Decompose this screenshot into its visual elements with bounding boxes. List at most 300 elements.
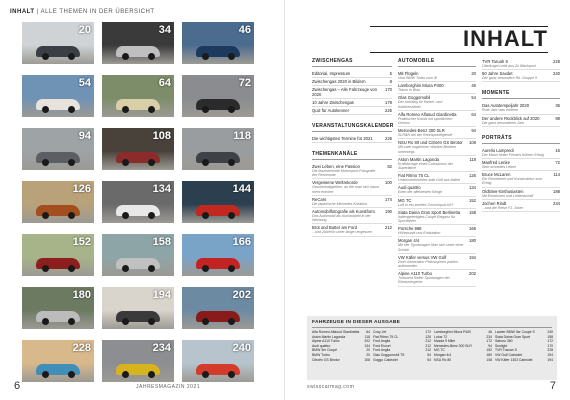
thumbnail-page-number: 64 xyxy=(158,77,171,89)
toc-entry-page: 118 xyxy=(469,156,476,162)
thumbnail-photo xyxy=(22,22,94,64)
toc-column-1 xyxy=(312,58,392,237)
toc-entry[interactable] xyxy=(398,70,476,82)
thumbnail-page-number: 234 xyxy=(152,342,171,354)
toc-entry-subtitle: ...und die Reise F1, Joker xyxy=(482,205,523,210)
page-number-right: 7 xyxy=(549,380,556,392)
toc-entry-page: 180 xyxy=(469,238,476,244)
wheel-shape xyxy=(68,371,75,378)
toc-entry-subtitle: Luft in ein zweites Cornishpub-Kit? xyxy=(398,202,454,207)
toc-entry-subtitle: Der ganz besondere Rit. Gruppe 5 xyxy=(482,76,537,81)
toc-entry-title: NSU Ro 80 und Citroën GS Birotor xyxy=(398,140,463,146)
vehicle-page: 134 xyxy=(364,343,370,348)
vehicle-page: 108 xyxy=(364,357,370,362)
toc-entry-subtitle: Italiengefertigtes Coupé Eleganz für Sportfahrer xyxy=(398,214,456,224)
toc-entry-title: Das Autotempeljahr 2020 xyxy=(482,103,530,109)
toc-entry-title: Audi quattro xyxy=(398,185,421,191)
toc-entry[interactable] xyxy=(398,139,476,155)
footer-left: JAHRESMAGAZIN 2021 xyxy=(136,384,201,390)
toc-entry[interactable] xyxy=(398,209,476,225)
vehicle-name: Sunlight xyxy=(495,343,508,348)
toc-entry-page: 100 xyxy=(385,180,392,186)
toc-entry-title: Brot und Butter am Ford xyxy=(312,225,357,231)
toc-entry-page: 212 xyxy=(385,225,392,231)
toc-entry-page: 20 xyxy=(471,71,476,76)
thumbnail-photo xyxy=(22,75,94,117)
toc-entry-subtitle: Unkonventionelles statt Golf aus Italien xyxy=(398,178,461,183)
vehicle-index-title: FAHRZEUGE IN DIESER AUSGABE xyxy=(312,320,401,325)
vehicle-name: BMW Turbo xyxy=(312,352,330,357)
wheel-shape xyxy=(122,318,129,325)
toc-entry[interactable] xyxy=(398,94,476,110)
toc-section-heading: AUTOMOBILE xyxy=(398,58,476,67)
thumbnail-page-number: 134 xyxy=(152,183,171,195)
toc-section-heading: PORTRÄTS xyxy=(482,135,560,144)
toc-entry-title: Manfred Lenke xyxy=(482,160,510,166)
toc-entry[interactable] xyxy=(482,70,560,82)
toc-entry-page: 36 xyxy=(555,103,560,109)
vehicle-page: 126 xyxy=(425,334,431,339)
thumbnail-photo xyxy=(182,75,254,117)
thumbnail-page-number: 152 xyxy=(72,236,91,248)
toc-entry[interactable] xyxy=(312,208,392,224)
vehicle-index-rule xyxy=(312,327,552,328)
vehicle-page: 212 xyxy=(425,343,431,348)
toc-entry-page: 72 xyxy=(555,160,560,166)
wheel-shape xyxy=(122,159,129,166)
thumbnail-page-number: 180 xyxy=(72,289,91,301)
vehicle-name: MG TC xyxy=(434,348,445,353)
wheel-shape xyxy=(122,265,129,272)
section-gap xyxy=(312,115,392,123)
thumbnail-page-number: 118 xyxy=(233,130,251,142)
vehicle-page: 54 xyxy=(427,357,431,362)
vehicle-page: 118 xyxy=(364,334,370,339)
header-section: INHALT xyxy=(10,9,35,15)
vehicle-page: 172 xyxy=(486,339,492,344)
toc-entry[interactable] xyxy=(398,156,476,172)
wheel-shape xyxy=(148,53,155,60)
thumbnail-photo xyxy=(182,340,254,382)
toc-entry-page: 46 xyxy=(471,83,476,89)
toc-entry-page: 226 xyxy=(385,108,392,113)
thumbnail-photo xyxy=(102,128,174,170)
vehicle-index-column xyxy=(312,330,370,362)
vehicle-name: NSU Ro 80 xyxy=(434,357,452,362)
footer-right: swisscarmag.com xyxy=(307,384,355,390)
toc-entry-title: VW Käfer versus VW Golf xyxy=(398,254,447,260)
toc-entry[interactable] xyxy=(398,111,476,127)
section-gap xyxy=(482,127,560,135)
wheel-shape xyxy=(122,212,129,219)
toc-entry-page: 178 xyxy=(385,100,392,105)
wheel-shape xyxy=(42,53,49,60)
thumbnail-page-number: 126 xyxy=(72,183,91,195)
vehicle-name: VW Käfer 1303 Cabriolet xyxy=(495,357,533,362)
thumbnail-photo xyxy=(102,287,174,329)
toc-entry[interactable] xyxy=(398,172,476,184)
toc-entry-title: Zwei Leben, eine Passion xyxy=(312,164,360,169)
vehicle-page: 94 xyxy=(488,343,492,348)
toc-entry-subtitle: Turbulent Reifer Sportwagen der Elenturiergeher xyxy=(398,276,450,285)
toc-entry-page: 228 xyxy=(553,59,560,64)
thumbnail-photo xyxy=(182,22,254,64)
thumbnail-photo xyxy=(22,128,94,170)
header-subtitle: | ALLE THEMEN IN DER ÜBERSICHT xyxy=(34,9,155,15)
wheel-shape xyxy=(148,265,155,272)
thumbnail-photo xyxy=(22,234,94,276)
wheel-shape xyxy=(148,106,155,113)
thumbnail-photo xyxy=(102,75,174,117)
toc-entry-title: Automobilfotografie als Kunstform xyxy=(312,209,375,215)
vehicle-name: Citroën GS Birotor xyxy=(312,357,340,362)
toc-entry[interactable] xyxy=(312,99,392,107)
toc-entry-title: Vergessene Weltrekorde xyxy=(312,180,358,186)
toc-entry[interactable] xyxy=(398,197,476,209)
toc-entry-page: 108 xyxy=(469,140,476,146)
wheel-shape xyxy=(148,371,155,378)
toc-entry-title: Aurelio Lampredi xyxy=(482,147,514,153)
toc-entry-title: Mercedes-Benz 300 SLR xyxy=(398,128,445,134)
thumbnail-page-number: 54 xyxy=(78,77,91,89)
title-rule-bottom xyxy=(370,52,548,53)
toc-entry-page: 114 xyxy=(553,172,560,178)
vehicle-name: Siata Daina Gran Sport xyxy=(495,334,531,339)
vehicle-index-item[interactable] xyxy=(495,358,553,363)
toc-entry[interactable] xyxy=(482,147,560,159)
wheel-shape xyxy=(228,371,235,378)
vehicle-name: Glas Goggomobil TS xyxy=(373,352,405,357)
toc-entry-subtitle: Die japanische Mercedes-Kreation xyxy=(312,201,367,206)
toc-entry[interactable] xyxy=(482,200,560,212)
vehicle-name: VW Golf Cabriolet xyxy=(495,352,523,357)
toc-entry-subtitle: Traum in Blau xyxy=(398,88,421,93)
toc-entry-title: 50 Jahre Saxdet xyxy=(482,71,513,77)
thumbnail-page-number: 108 xyxy=(152,130,171,142)
toc-entry-title: Der andere Rückblick auf 2020 xyxy=(482,115,540,121)
wheel-shape xyxy=(202,159,209,166)
wheel-shape xyxy=(148,318,155,325)
vehicle-name: Mercedes-Benz 300 SLR xyxy=(434,343,472,348)
wheel-shape xyxy=(42,159,49,166)
vehicle-name: Audi quattro xyxy=(312,343,331,348)
toc-entry-page: 64 xyxy=(471,111,476,117)
wheel-shape xyxy=(68,106,75,113)
toc-entry-page: 190 xyxy=(385,209,392,215)
vehicle-name: Alfa Romeo Alfasud Giardinetta xyxy=(312,330,360,334)
vehicle-name: Ford Angila xyxy=(373,339,391,344)
wheel-shape xyxy=(122,371,129,378)
vehicle-name: Cosy Jet xyxy=(373,330,387,334)
toc-entry-subtitle: Die faszinierende Motorsport-Fotografie der Rennmode xyxy=(312,169,376,178)
thumbnail-photo xyxy=(22,340,94,382)
wheel-shape xyxy=(228,106,235,113)
toc-entry-subtitle: Kraftvorrage eines Colossioms der Superlative xyxy=(398,161,454,171)
thumbnail-photo xyxy=(182,181,254,223)
thumbnail-photo xyxy=(102,181,174,223)
toc-entry[interactable] xyxy=(482,102,560,114)
toc-entry-title: 10 Jahre Zwischengas xyxy=(312,100,354,105)
wheel-shape xyxy=(68,318,75,325)
toc-entry-page: 16 xyxy=(555,147,560,153)
thumbnail-page-number: 94 xyxy=(78,130,91,142)
toc-entry[interactable] xyxy=(482,115,560,127)
vehicle-index-column xyxy=(373,330,431,362)
toc-entry[interactable] xyxy=(482,58,560,70)
wheel-shape xyxy=(148,212,155,219)
wheel-shape xyxy=(42,212,49,219)
vehicle-name: Ford Anglia xyxy=(373,348,391,353)
toc-entry-subtitle: Rote Jahr was endene xyxy=(482,108,518,113)
toc-entry-subtitle: Der Aufstieg für Kleber- und Kabinenzähler xyxy=(398,100,443,109)
wheel-shape xyxy=(228,53,235,60)
vehicle-page: 180 xyxy=(486,352,492,357)
toc-entry[interactable] xyxy=(312,78,392,86)
thumbnail-page-number: 20 xyxy=(78,24,91,36)
toc-entry[interactable] xyxy=(398,270,476,286)
toc-entry-title: Oldtimer-Enthusiasten xyxy=(482,188,524,194)
toc-entry-subtitle: Geschwindigkeiten, an die man sich kaum mehr erinnert xyxy=(312,185,380,194)
toc-entry-subtitle: Die ganz besonderen Jahr xyxy=(482,120,525,125)
wheel-shape xyxy=(202,318,209,325)
toc-entry[interactable] xyxy=(312,135,392,143)
toc-entry[interactable] xyxy=(312,196,392,208)
toc-entry[interactable] xyxy=(312,179,392,195)
thumbnail-photo xyxy=(102,22,174,64)
toc-entry[interactable] xyxy=(398,225,476,237)
toc-entry[interactable] xyxy=(482,188,560,200)
wheel-shape xyxy=(42,106,49,113)
wheel-shape xyxy=(122,106,129,113)
toc-column-2 xyxy=(398,58,476,287)
toc-entry-page: 240 xyxy=(553,71,560,77)
toc-entry-page: 5 xyxy=(389,71,392,76)
toc-entry-page: 226 xyxy=(385,136,392,141)
wheel-shape xyxy=(42,265,49,272)
thumbnail-page-number: 46 xyxy=(238,24,251,36)
thumbnail-photo xyxy=(182,234,254,276)
thumbnail-photo xyxy=(182,287,254,329)
toc-entry-title: Porsche 968 xyxy=(398,226,422,232)
toc-entry-subtitle: SLR&N bei der Rennsportlegende xyxy=(398,133,453,138)
vehicle-name: Goggo Cabriolet xyxy=(373,357,398,362)
vehicle-index-item[interactable] xyxy=(312,358,370,363)
vehicle-page: 212 xyxy=(425,339,431,344)
vehicle-name: Alpine A110 Turbo xyxy=(312,339,340,344)
thumbnail-page-number: 166 xyxy=(232,236,251,248)
toc-entry[interactable] xyxy=(312,70,392,78)
vehicle-page: 64 xyxy=(366,330,370,334)
toc-entry-subtitle: Mit Emotionen und Leidenschaft xyxy=(482,193,534,198)
vehicle-name: Morgan 4/4 xyxy=(434,352,452,357)
toc-entry-title: Quiz für Autokenner xyxy=(312,108,350,113)
toc-entry[interactable] xyxy=(312,224,392,236)
wheel-shape xyxy=(228,318,235,325)
vehicle-page: 46 xyxy=(488,330,492,334)
vehicle-name: Lauber BMW 3er Coupé S xyxy=(495,330,535,334)
toc-entry-title: MG TC xyxy=(398,197,412,203)
toc-entry-subtitle: Das Automobil als Kunstobjekt in der Werbung xyxy=(312,214,371,223)
toc-entry-page: 166 xyxy=(469,226,476,232)
thumbnail-photo xyxy=(22,287,94,329)
thumbnail-page-number: 34 xyxy=(158,24,171,36)
toc-entry[interactable] xyxy=(312,163,392,179)
wheel-shape xyxy=(148,159,155,166)
wheel-shape xyxy=(228,212,235,219)
toc-entry-subtitle: Mit vier Sportwagen über sich unter einer Schale xyxy=(398,243,464,252)
toc-entry[interactable] xyxy=(312,86,392,99)
toc-entry-title: Zwischengas 2020 in Bildern xyxy=(312,79,366,84)
vehicle-page: 240 xyxy=(547,330,553,334)
toc-entry[interactable] xyxy=(398,82,476,94)
toc-entry-subtitle: ...und Zubehör unter lange vergessen xyxy=(312,230,372,235)
toc-column-3 xyxy=(482,58,560,212)
toc-entry-title: Die wichtigsten Termine für 2021 xyxy=(312,136,373,141)
wheel-shape xyxy=(68,265,75,272)
vehicle-name: Aston Martin Lagonda xyxy=(312,334,346,339)
toc-entry-page: 94 xyxy=(471,128,476,134)
toc-entry-title: Aston Martin Lagonda xyxy=(398,156,439,162)
thumbnail-photo xyxy=(102,340,174,382)
toc-entry-title: Fiat Ritmo 75 CL xyxy=(398,173,430,179)
toc-entry-title: Zwischengas – Alle Fahrzeuge von 2020 xyxy=(312,87,377,97)
toc-entry-title: TVR Taruah S xyxy=(482,59,509,64)
toc-entry-page: 98 xyxy=(555,115,560,121)
toc-entry-title: Glas Goggomobil xyxy=(398,95,431,101)
vehicle-index-item[interactable] xyxy=(434,358,492,363)
wheel-shape xyxy=(42,318,49,325)
wheel-shape xyxy=(202,212,209,219)
thumbnail-photo xyxy=(182,128,254,170)
page-number-left: 6 xyxy=(14,380,21,392)
vehicle-page: 152 xyxy=(486,348,492,353)
vehicle-page: 20 xyxy=(366,352,370,357)
vehicle-name: Fiat Ritmo 75 CL xyxy=(373,334,399,339)
thumbnail-page-number: 158 xyxy=(152,236,171,248)
section-gap xyxy=(482,82,560,90)
vehicle-page: 194 xyxy=(547,357,553,362)
toc-entry-title: Morgan 4/4 xyxy=(398,238,420,244)
toc-entry-subtitle: Der Mann hinter Ferraris frühem Erfolg xyxy=(482,152,544,157)
toc-entry-subtitle: Eben der allerbesten Klinge xyxy=(398,190,443,195)
page-title: INHALT xyxy=(462,26,548,51)
toc-entry-subtitle: Mit zwei ungleichen Wankel-Brüdern unterwegs xyxy=(398,145,457,154)
toc-entry-page: 202 xyxy=(469,271,476,277)
vehicle-name: Saburu 360 xyxy=(495,339,513,344)
vehicle-name: Lotus 72 xyxy=(434,334,448,339)
vehicle-index-column xyxy=(434,330,492,362)
wheel-shape xyxy=(202,53,209,60)
vehicle-page: 234 xyxy=(486,334,492,339)
vehicle-page: 170 xyxy=(547,343,553,348)
toc-entry-page: 158 xyxy=(469,209,476,215)
thumbnail-page-number: 194 xyxy=(152,289,171,301)
thumbnail-page-number: 144 xyxy=(232,183,251,195)
vehicle-page: 212 xyxy=(425,348,431,353)
vehicle-name: Lamborghini Miura P400 xyxy=(434,330,471,334)
wheel-shape xyxy=(202,371,209,378)
vehicle-name: Ford Escort xyxy=(373,343,391,348)
toc-entry-page: 8 xyxy=(389,79,392,84)
wheel-shape xyxy=(122,53,129,60)
section-gap xyxy=(312,143,392,151)
toc-section-heading: VERANSTALTUNGSKALENDER xyxy=(312,123,392,132)
toc-section-heading: ZWISCHENGAS xyxy=(312,58,392,67)
wheel-shape xyxy=(68,212,75,219)
toc-entry-subtitle: Überkugel Leidt aus Zu Blackpool xyxy=(482,64,536,68)
toc-entry[interactable] xyxy=(398,127,476,139)
wheel-shape xyxy=(68,159,75,166)
toc-entry-title: ReCars xyxy=(312,196,327,202)
toc-entry-page: 234 xyxy=(553,200,560,206)
toc-entry-subtitle: Sein schnelles Leben xyxy=(482,165,517,170)
toc-entry[interactable] xyxy=(312,107,392,115)
toc-entry-page: 174 xyxy=(385,196,392,202)
toc-entry-title: Editorial, Impressum xyxy=(312,71,351,76)
toc-entry-title: Bruce McLaren xyxy=(482,172,511,178)
vehicle-name: Mazda 9 Miler xyxy=(434,339,456,344)
toc-entry-title: Alpine A110 Turbo xyxy=(398,271,432,277)
vehicle-page: 172 xyxy=(425,330,431,334)
toc-entry-page: 54 xyxy=(471,95,476,101)
toc-entry-subtitle: Höhepunkt und Endstation xyxy=(398,231,441,236)
toc-section-heading: THEMENKANÄLE xyxy=(312,151,392,160)
right-page xyxy=(285,0,570,400)
vehicle-name: TVR Tuscan S xyxy=(495,348,517,353)
wheel-shape xyxy=(42,371,49,378)
vehicle-page: 20 xyxy=(366,348,370,353)
toc-section-heading: MOMENTE xyxy=(482,90,560,99)
toc-entry[interactable] xyxy=(398,237,476,253)
wheel-shape xyxy=(228,265,235,272)
toc-entry-page: 82 xyxy=(387,164,392,169)
toc-entry-subtitle: Ein Rennfahrer und Konstrukteur zum Erfolg xyxy=(482,177,543,186)
toc-entry-page: 194 xyxy=(469,254,476,260)
thumbnail-page-number: 202 xyxy=(232,289,251,301)
vehicle-page: 194 xyxy=(547,352,553,357)
wheel-shape xyxy=(68,53,75,60)
toc-entry-subtitle: Vom BMW Turbo zum i8 xyxy=(398,76,437,80)
toc-entry-page: 152 xyxy=(469,197,476,203)
vehicle-name: BMW 3er Coupé xyxy=(312,348,338,353)
vehicle-page: 172 xyxy=(547,339,553,344)
wheel-shape xyxy=(202,265,209,272)
vehicle-page: 54 xyxy=(427,352,431,357)
toc-entry[interactable] xyxy=(398,254,476,270)
toc-entry-title: Jochen Rindt xyxy=(482,200,507,206)
toc-entry-page: 188 xyxy=(553,188,560,194)
vehicle-index-column xyxy=(495,330,553,362)
toc-entry[interactable] xyxy=(398,184,476,196)
thumbnail-page-number: 240 xyxy=(232,342,251,354)
toc-entry-subtitle: Zwei Generation Philosophien prallen aufeinander xyxy=(398,259,458,269)
thumbnail-page-number: 228 xyxy=(72,342,91,354)
wheel-shape xyxy=(228,159,235,166)
thumbnail-page-number: 72 xyxy=(238,77,251,89)
toc-entry-title: Siata Daina Gran Sport Berlinetta xyxy=(398,209,461,215)
vehicle-index-box xyxy=(307,316,557,380)
left-header xyxy=(10,9,155,15)
toc-entry-subtitle: Praktischer Kombi mit sportlichem Genom xyxy=(398,116,453,126)
thumbnail-photo xyxy=(102,234,174,276)
toc-entry-page: 134 xyxy=(469,185,476,191)
toc-entry-page: 126 xyxy=(469,173,476,179)
vehicle-page: 202 xyxy=(364,339,370,344)
toc-entry[interactable] xyxy=(482,159,560,171)
toc-entry[interactable] xyxy=(482,171,560,187)
vehicle-index-item[interactable] xyxy=(373,358,431,363)
wheel-shape xyxy=(202,106,209,113)
